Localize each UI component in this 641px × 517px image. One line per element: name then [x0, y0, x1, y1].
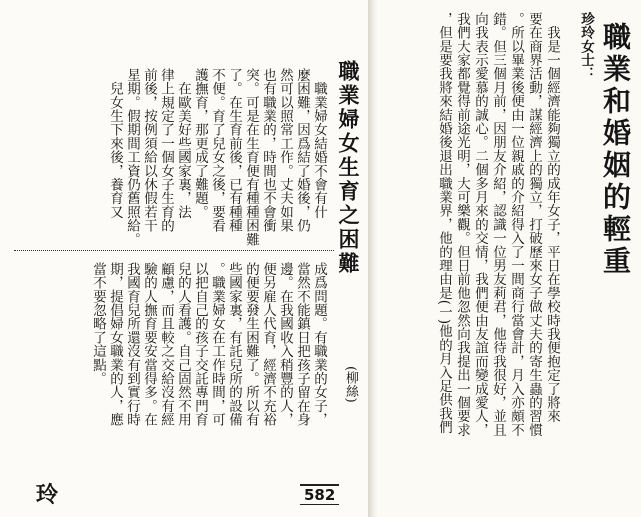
body-column: 然可以照常工作。丈夫如果 [277, 68, 293, 233]
right-page [378, 0, 641, 517]
body-column: 前後，按例須給以休假若干 [141, 68, 157, 233]
body-column: 突。可是在生育便有種種困難 [243, 68, 259, 247]
salutation: 珍玲女士： [578, 12, 594, 81]
body-column: 便另雇人代育，經濟不充裕 [260, 262, 276, 427]
body-column: 以把自己的孩子交託專門育 [192, 262, 208, 427]
body-column: 麼困難，因爲結了婚後，仍 [294, 68, 310, 233]
body-column: 了。在生育前後，已有種種 [226, 68, 242, 233]
body-column: 律上規定了一個女子生育的 [158, 68, 174, 233]
body-column: 當不要忽略了這點。 [90, 262, 106, 386]
body-column: 邊。在我國收入稍豐的人， [277, 262, 293, 427]
body-column: 期，提倡婦女職業的人，應 [107, 262, 123, 427]
body-column: 也有職業的，時間也不會衝 [260, 68, 276, 233]
section-divider [14, 250, 334, 257]
letter-column: 我們大家都覺得前途光明，大可樂觀。但日前他忽然向我提出一個要求 [454, 12, 470, 437]
letter-column: 要在商界活動，謀經濟上的獨立，打破歷來女子做丈夫的寄生蟲的習慣 [526, 12, 542, 437]
body-column: 星期。假期間工資仍舊照給。 [124, 68, 140, 247]
body-column: 我國育兒所還沒有到實行時 [124, 262, 140, 427]
body-column: 顧慮，而且較之交給沒有經 [158, 262, 174, 427]
body-column: 兒的人看護。自己固然不用 [175, 262, 191, 427]
body-column: 兒女生下來後，養育又 [107, 68, 123, 219]
body-column: 成爲問題。有職業的女子， [311, 262, 327, 427]
page-number: 582 [300, 484, 339, 505]
body-column: 職業婦女結婚不會有什 [311, 68, 327, 219]
article-title-left: 職業婦女生育之困難 [336, 60, 361, 276]
letter-column: ，但是要我將來結婚後退出職業界，他的理由是(一)他的月入足供我們 [436, 12, 452, 434]
byline: (柳絲) [343, 366, 358, 403]
body-column: 在歐美好些國家裏，法 [175, 68, 191, 219]
body-column: 驗的人撫育要安當得多。在 [141, 262, 157, 427]
article-title-right: 職業和婚姻的輕重 [599, 22, 632, 278]
letter-column: 錯。但三個月前，因朋友介紹，認識一位男友莉君，他待我很好，並且 [490, 12, 506, 437]
letter-column: 。所以畢業後便由一位親戚的介紹得入了一間商行當會計，月入亦頗不 [508, 12, 524, 437]
body-column: 當然不能鎮日把孩子留在身 [294, 262, 310, 427]
body-column: 護撫育，那更成了難題。 [192, 68, 208, 219]
letter-column: 向我表示愛慕的誠心。二個多月來的交情，我們便由友誼而變成愛人， [472, 12, 488, 437]
letter-column: 我是一個經濟能夠獨立的成年女子，平日在學校時我便抱定了將來 [544, 12, 560, 423]
body-column: 不便。育了兒女之後，要看 [209, 68, 225, 233]
book-gutter [368, 0, 378, 517]
body-column: 些國家裏，有託兒所的設備 [226, 262, 242, 427]
footer-character: 玲 [36, 482, 59, 508]
body-column: 。職業婦女在工作時間，可 [209, 262, 225, 427]
body-column: 的便要發生困難了。所以有 [243, 262, 259, 427]
